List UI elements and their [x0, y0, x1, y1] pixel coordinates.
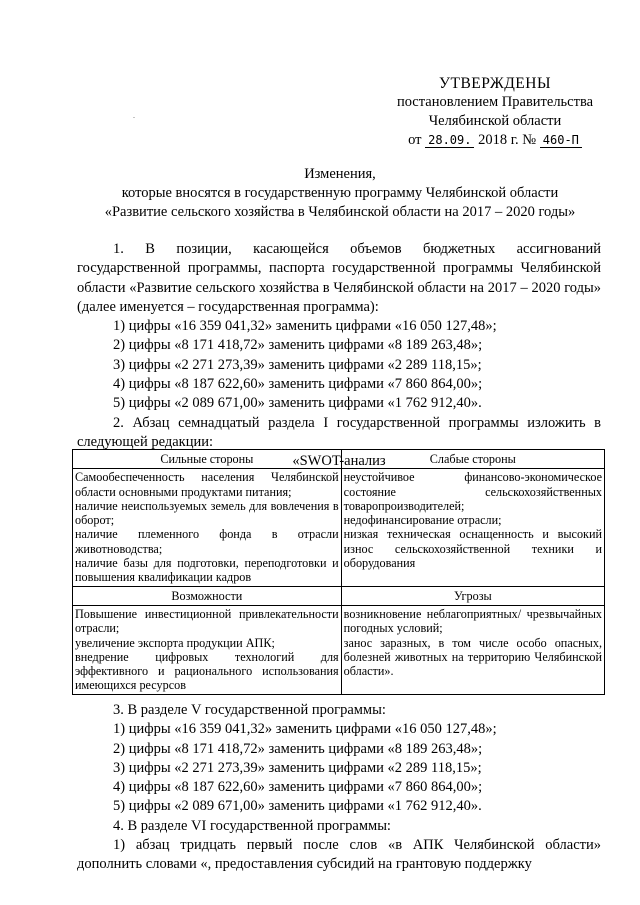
scan-mark: .	[133, 111, 135, 120]
approval-line-2: постановлением Правительства	[396, 94, 594, 110]
document-heading	[60, 165, 620, 222]
weakness-item: недофинансирование отрасли;	[343, 513, 502, 528]
section-4-intro: 4. В разделе VI государственной программы:	[113, 817, 391, 834]
section-3-item-1: 1) цифры «16 359 041,32» заменить цифрами «16 050 127,48»;	[113, 721, 497, 738]
swot-header-row-2	[73, 586, 605, 605]
swot-table	[72, 449, 605, 695]
swot-header-row-1	[73, 450, 605, 469]
opportunities-header: Возможности	[73, 586, 342, 605]
threats-header: Угрозы	[341, 586, 604, 605]
swot-row-2	[73, 605, 605, 694]
section-1-item-5: 5) цифры «2 089 671,00» заменить цифрами «1 762 912,40».	[113, 395, 482, 412]
approval-date-line	[380, 131, 610, 150]
section-1-intro: 1. В позиции, касающейся объемов бюджетных ассигнований государственной программы, паспорта государственной программы Челябинской области «Развитие сельского хозяйства в Челябинской области на 2017 – 2020 годы» (далее именуется – государственная программа):	[77, 241, 601, 315]
swot-row-1	[73, 469, 605, 586]
section-4-item-1: 1) абзац тридцать первый после слов «в АПК Челябинской области» дополнить словами «, предоставления субсидий на грантовую поддержку	[77, 837, 601, 873]
approval-year: 2018 г. №	[478, 132, 537, 148]
threat-item: возникновение неблагоприятных/ чрезвычайных погодных условий;	[343, 606, 602, 636]
threat-item: занос заразных, в том числе особо опасных, болезней животных на территорию Челябинской области».	[343, 635, 602, 679]
section-2-intro: 2. Абзац семнадцатый раздела I государственной программы изложить в следующей редакции:	[77, 414, 601, 450]
opportunity-item: Повышение инвестиционной привлекательности отрасли;	[75, 606, 339, 636]
section-3-intro: 3. В разделе V государственной программы:	[113, 702, 386, 718]
section-1-item-4: 4) цифры «8 187 622,60» заменить цифрами «7 860 864,00»;	[113, 376, 483, 393]
opportunity-item: внедрение цифровых технологий для эффективного и рационального использования имеющихся ресурсов	[75, 649, 339, 693]
approval-number: 460-П	[540, 133, 582, 148]
section-3-item-2: 2) цифры «8 171 418,72» заменить цифрами «8 189 263,48»;	[113, 740, 483, 757]
section-1-item-3: 3) цифры «2 271 273,39» заменить цифрами «2 289 118,15»;	[113, 356, 482, 373]
approval-date: 28.09.	[425, 133, 474, 148]
strengths-cell	[73, 469, 342, 586]
section-1-2	[77, 240, 601, 472]
weaknesses-cell	[341, 469, 604, 586]
threats-cell	[341, 605, 604, 694]
opportunities-cell	[73, 605, 342, 694]
strength-item: наличие племенного фонда в отрасли животноводства;	[75, 527, 339, 556]
swot-title: «SWOT-анализ	[292, 453, 386, 470]
weakness-item: неустойчивое финансово-экономическое состояние сельскохозяйственных товаропроизводителей;	[343, 470, 602, 513]
section-3-item-5: 5) цифры «2 089 671,00» заменить цифрами «1 762 912,40».	[113, 798, 482, 815]
strength-item: Самообеспеченность населения Челябинской области основными продуктами питания;	[75, 470, 339, 499]
weaknesses-header: Слабые стороны	[341, 450, 604, 469]
section-3-4	[77, 701, 601, 875]
section-1-item-2: 2) цифры «8 171 418,72» заменить цифрами «8 189 263,48»;	[113, 337, 483, 354]
heading-line-1: Изменения,	[304, 166, 376, 182]
weakness-item: низкая техническая оснащенность и высокий износ сельскохозяйственной техники и оборудования	[343, 527, 602, 571]
section-3-item-4: 4) цифры «8 187 622,60» заменить цифрами «7 860 864,00»;	[113, 779, 483, 796]
section-1-item-1: 1) цифры «16 359 041,32» заменить цифрами «16 050 127,48»;	[113, 318, 497, 335]
strength-item: наличие неиспользуемых земель для вовлечения в оборот;	[75, 498, 339, 528]
approval-from: от	[408, 132, 422, 148]
heading-line-3: «Развитие сельского хозяйства в Челябинской области на 2017 – 2020 годы»	[104, 204, 576, 220]
heading-line-2: которые вносятся в государственную программу Челябинской области	[121, 185, 559, 201]
section-3-item-3: 3) цифры «2 271 273,39» заменить цифрами «2 289 118,15»;	[113, 759, 482, 776]
opportunity-item: увеличение экспорта продукции АПК;	[75, 635, 275, 650]
strength-item: наличие базы для подготовки, переподготовки и повышения квалификации кадров	[75, 556, 339, 585]
approval-title: УТВЕРЖДЕНЫ	[439, 75, 551, 92]
approval-line-3: Челябинской области	[428, 113, 562, 129]
approval-block	[380, 74, 610, 150]
strengths-header: Сильные стороны	[73, 450, 342, 469]
